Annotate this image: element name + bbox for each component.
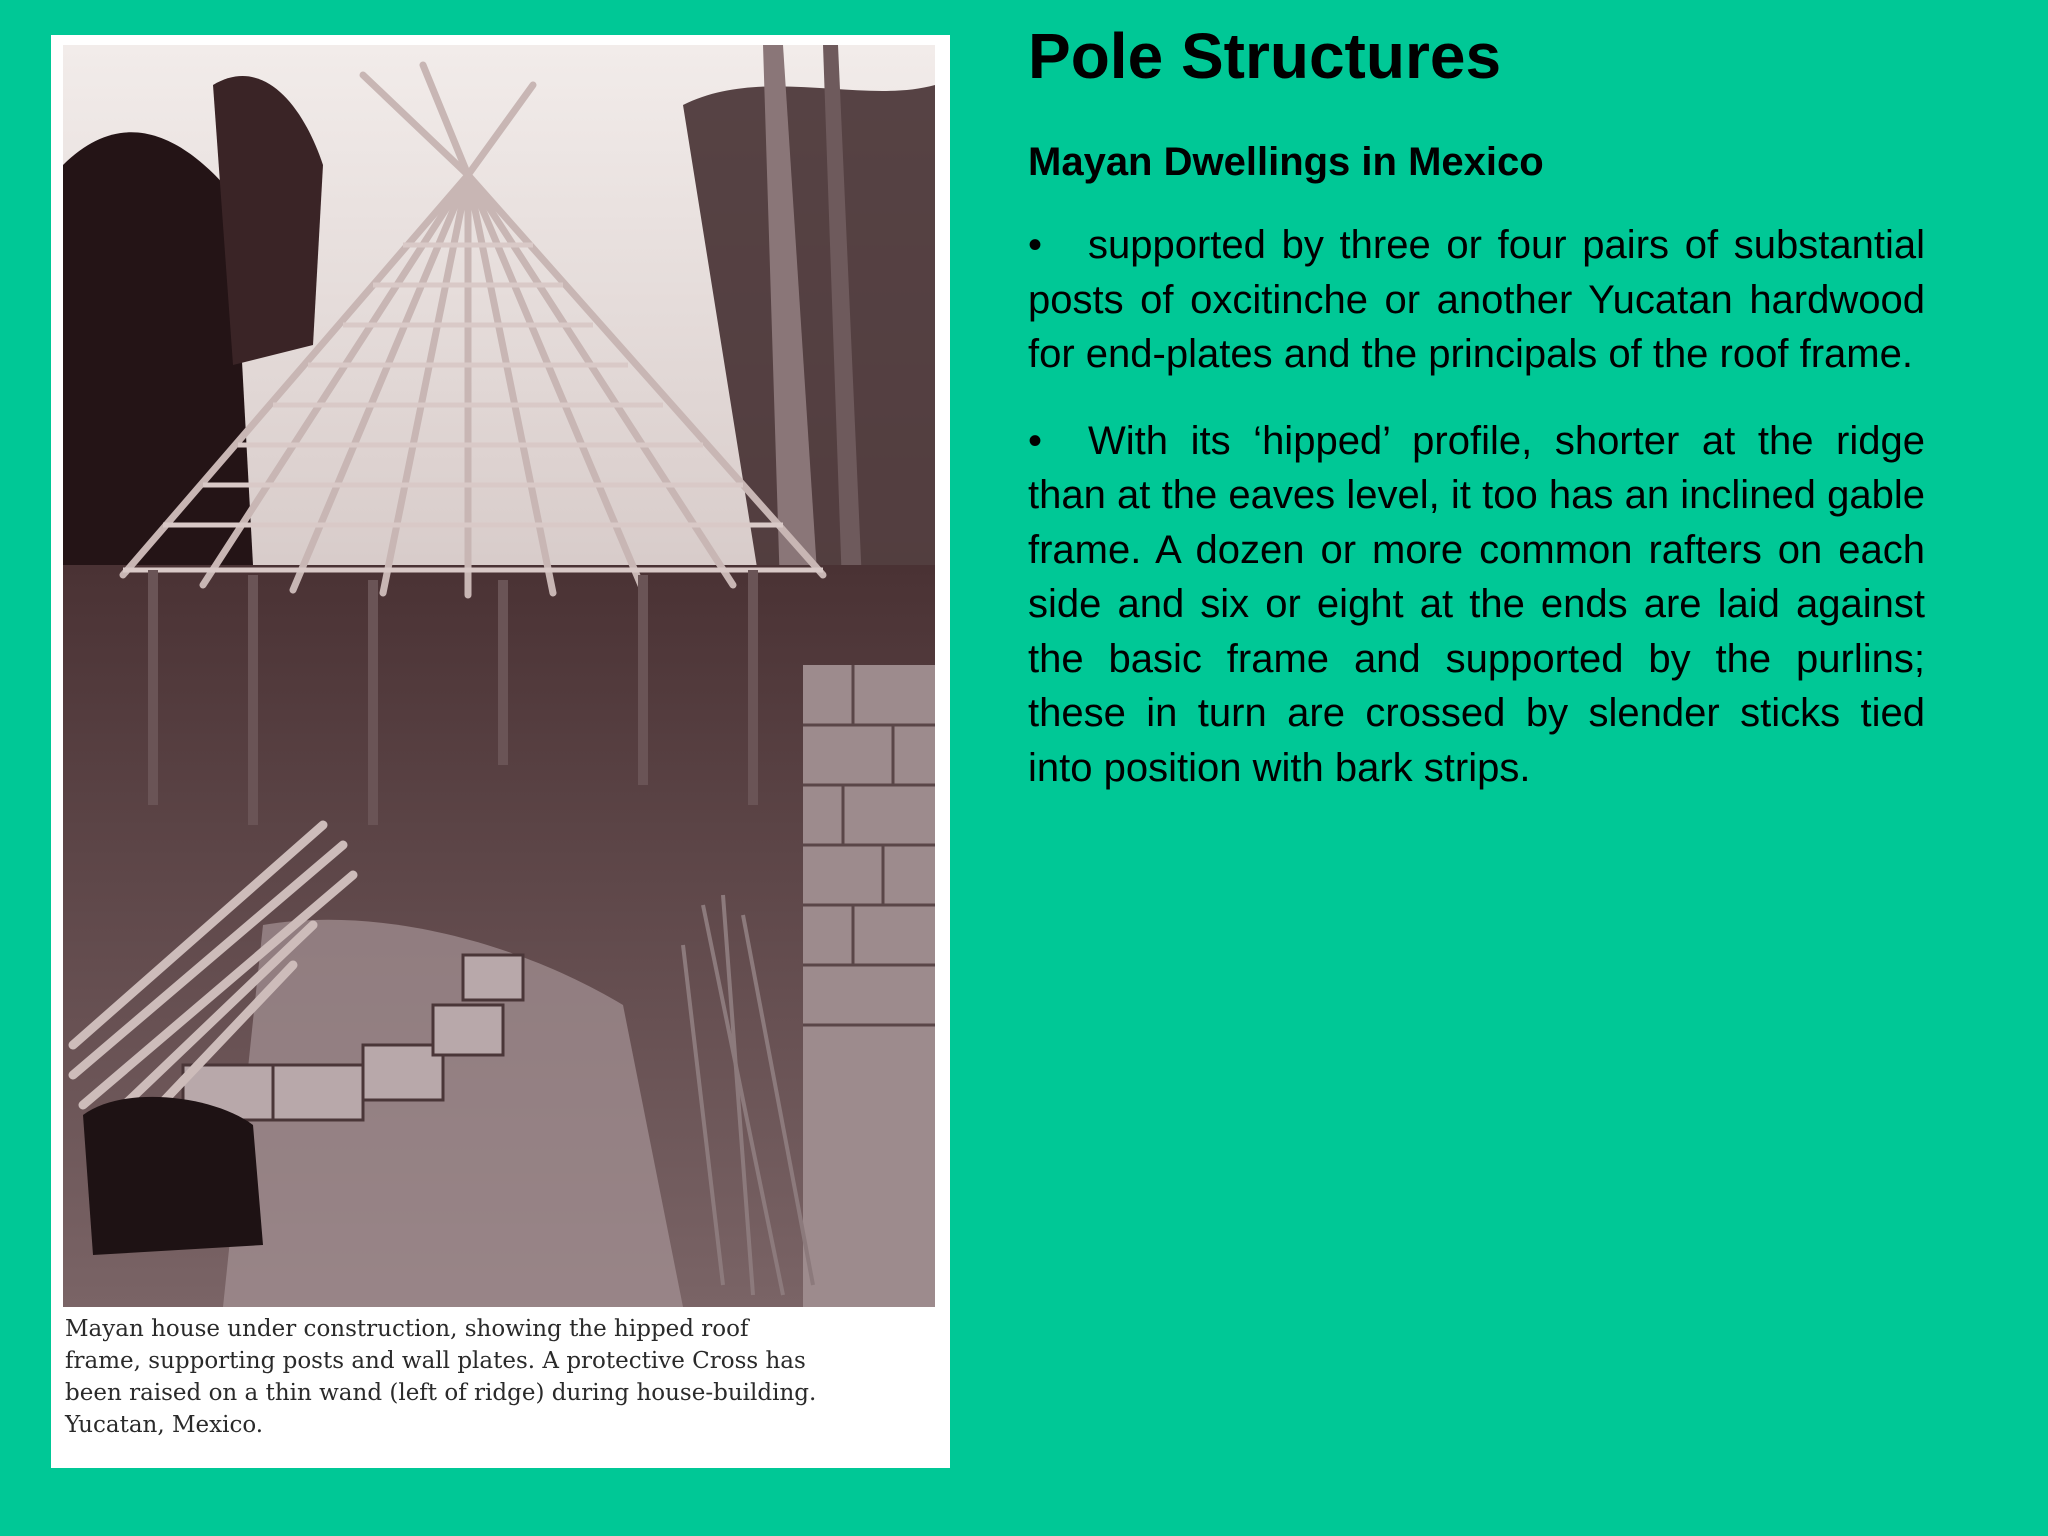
text-panel (1028, 18, 1925, 795)
mayan-house-photo (63, 45, 935, 1307)
bullet-text-1: supported by three or four pairs of substantial posts of oxcitinche or another Yucatan hardwood for end-plates and the principals of the roof frame. (1028, 223, 1925, 376)
photo-illustration (63, 45, 935, 1307)
bullet-point-2 (1028, 414, 1925, 796)
bullet-text-2: With its ‘hipped’ profile, shorter at the ridge than at the eaves level, it too has an inclined gable frame. A dozen or more common rafters on each side and six or eight at the ends are laid against the basic frame and supported by the purlins; these in turn are crossed by slender sticks tied into position with bark strips. (1028, 418, 1925, 790)
figure-panel (51, 35, 950, 1468)
slide-subtitle: Mayan Dwellings in Mexico (1028, 140, 1544, 184)
bullet-marker-icon: • (1028, 223, 1043, 267)
bullet-marker-icon: • (1028, 418, 1043, 463)
figure-caption: Mayan house under construction, showing the hipped roof frame, supporting posts and wall plates. A protective Cross has been raised on a thin wand (left of ridge) during house-building. Yucatan, Mexico. (65, 1316, 817, 1438)
bullet-point-1 (1028, 218, 1925, 382)
slide-title: Pole Structures (1028, 20, 1502, 92)
